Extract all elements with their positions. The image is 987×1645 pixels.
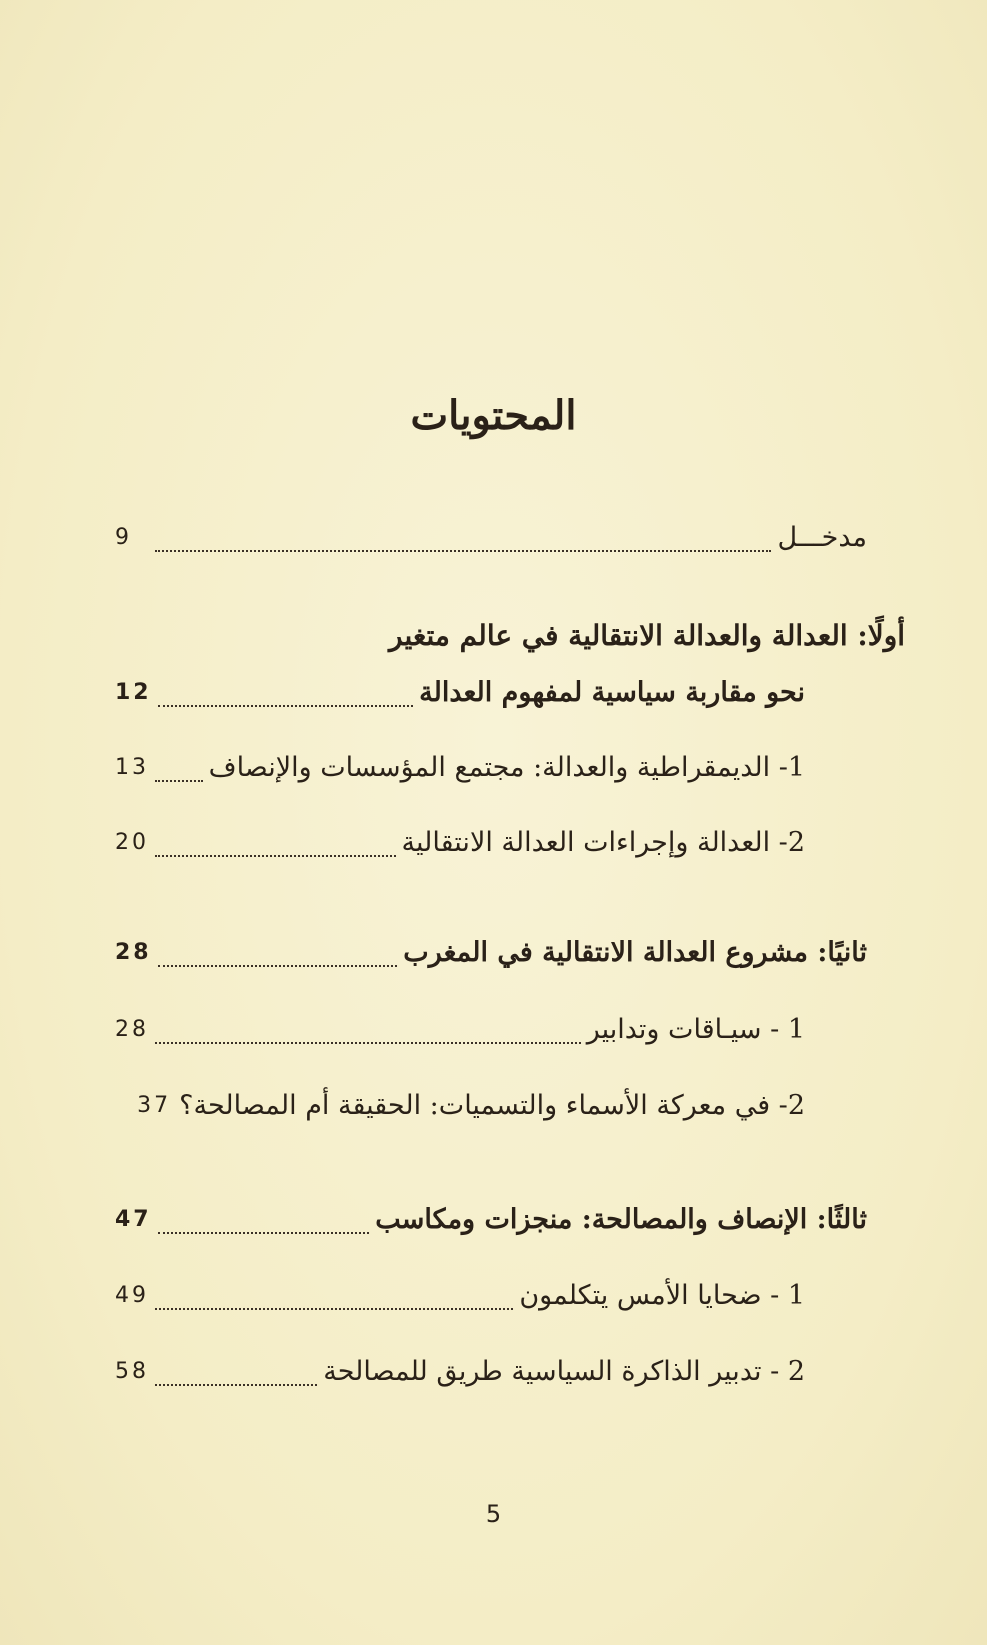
dot-leader [155, 1308, 513, 1310]
toc-entry [115, 1268, 805, 1324]
dot-leader [155, 780, 203, 782]
dot-leader [155, 1042, 581, 1044]
entry-text: 1 - سيـاقات وتدابير [586, 1014, 805, 1045]
entry-text: ثانيًا: مشروع العدالة الانتقالية في المغرب [403, 937, 867, 968]
page-number: 47 [115, 1207, 152, 1232]
toc-entry [115, 815, 805, 871]
toc-entry [115, 1344, 805, 1400]
page-number: 49 [115, 1283, 149, 1308]
entry-text: 2 - تدبير الذاكرة السياسية طريق للمصالحة [323, 1356, 805, 1387]
entry-text: ثالثًا: الإنصاف والمصالحة: منجزات ومكاسب [375, 1204, 867, 1235]
dot-leader [155, 550, 771, 552]
toc-entry [115, 1078, 805, 1134]
page-number: 9 [115, 525, 132, 550]
page-number: 12 [115, 680, 152, 705]
folio-page-number: 5 [485, 1500, 502, 1528]
toc-entry [115, 740, 805, 796]
entry-text: 1 - ضحايا الأمس يتكلمون [519, 1280, 805, 1311]
page-number: 20 [115, 830, 149, 855]
page-number: 13 [115, 755, 149, 780]
toc-section-heading-3 [115, 1192, 867, 1248]
page-number: 58 [115, 1359, 149, 1384]
entry-text: نحو مقاربة سياسية لمفهوم العدالة [419, 677, 805, 708]
page-number: 37 [137, 1093, 172, 1118]
dot-leader [155, 855, 396, 857]
entry-text: 2- العدالة وإجراءات العدالة الانتقالية [401, 827, 805, 858]
entry-text: مدخـــل [777, 522, 867, 553]
entry-text: 1- الديمقراطية والعدالة: مجتمع المؤسسات والإنصاف [208, 752, 805, 783]
page-number: 28 [115, 1017, 149, 1042]
toc-entry-subtitle [115, 665, 805, 721]
toc-entry [115, 1002, 805, 1058]
toc-entry-intro [115, 510, 867, 566]
page-title: المحتويات [410, 392, 577, 439]
dot-leader [155, 1384, 317, 1386]
dot-leader [158, 965, 398, 967]
entry-text: 2- في معركة الأسماء والتسميات: الحقيقة أم المصالحة؟ [179, 1090, 805, 1121]
dot-leader [158, 705, 414, 707]
page-number: 28 [115, 940, 152, 965]
toc-section-heading-2 [115, 925, 867, 981]
toc-section-heading-1: أولًا: العدالة والعدالة الانتقالية في عالم متغير [389, 619, 905, 652]
dot-leader [158, 1232, 370, 1234]
